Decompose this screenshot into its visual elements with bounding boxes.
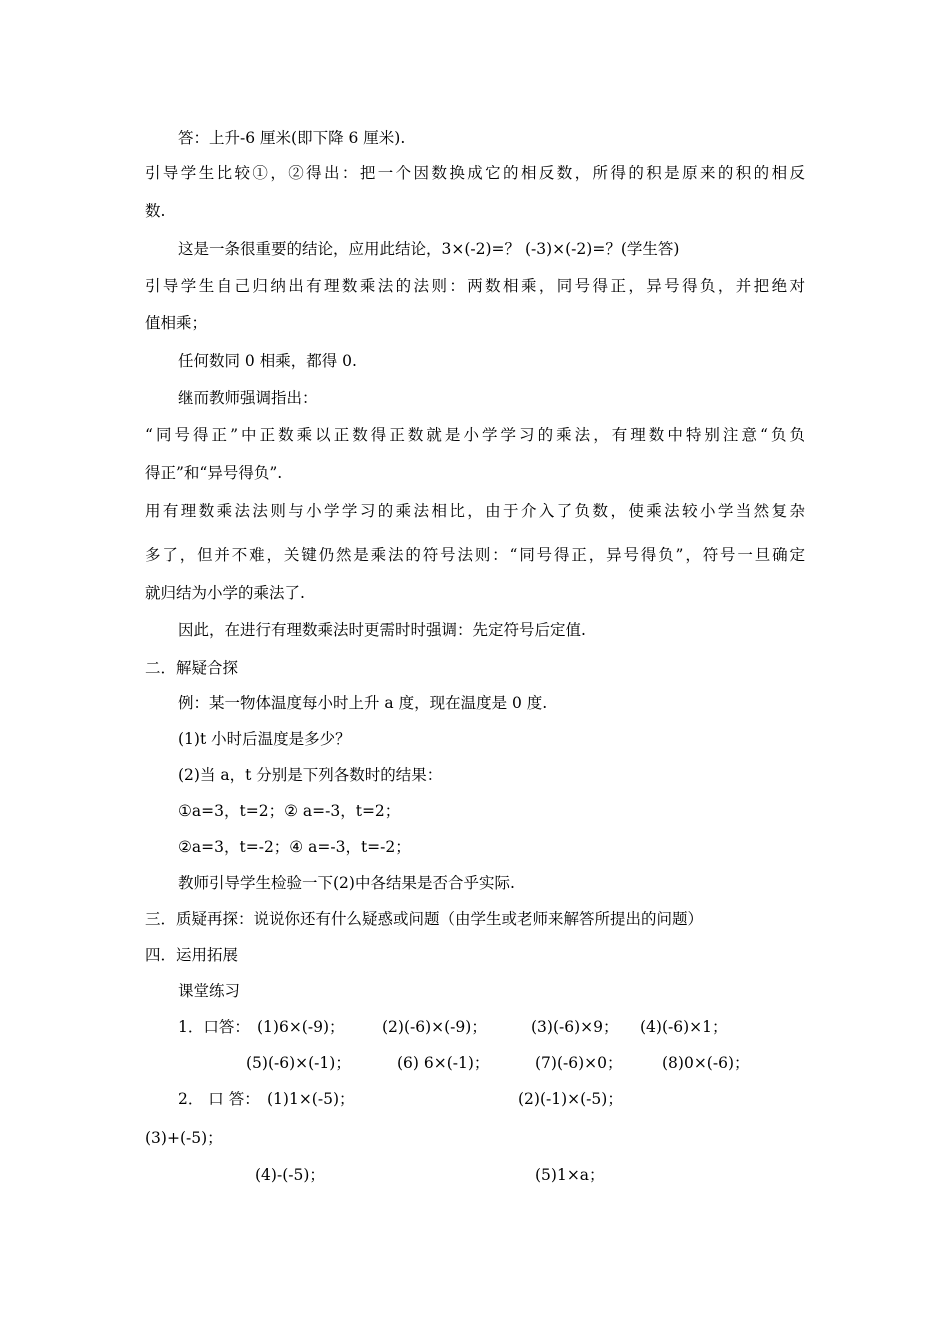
teacher-emphasis: 继而教师强调指出： <box>178 389 318 407</box>
guide-compare-line-1: 引导学生比较①，②得出：把一个因数换成它的相反数，所得的积是原来的积的相反 <box>145 164 805 182</box>
case-line-2: ②a=3，t=-2；④ a=-3，t=-2； <box>178 838 411 856</box>
compare-line-2: 多了，但并不难，关键仍然是乘法的符号法则：“同号得正，异号得负”，符号一旦确定 <box>145 546 805 564</box>
exercise-2-label: 2． 口 答： <box>178 1090 260 1108</box>
same-sign-line-2: 得正”和“异号得负”. <box>145 464 283 482</box>
exercise-1-item: (7)(-6)×0； <box>535 1054 623 1072</box>
section-2-heading: 二．解疑合探 <box>145 659 239 677</box>
therefore-line: 因此，在进行有理数乘法时更需时时强调：先定符号后定值. <box>178 621 586 639</box>
exercise-2-item: (2)(-1)×(-5)； <box>518 1090 623 1108</box>
exercise-1-item: (4)(-6)×1； <box>640 1018 728 1036</box>
exercise-2-item: (1)1×(-5)； <box>267 1090 355 1108</box>
compare-line-3: 就归结为小学的乘法了. <box>145 584 305 602</box>
exercise-1-item: (2)(-6)×(-9)； <box>382 1018 487 1036</box>
exercise-1-item: (3)(-6)×9； <box>531 1018 619 1036</box>
exercise-2-item: (5)1×a； <box>535 1166 605 1184</box>
exercise-1-label: 1．口答： <box>178 1018 250 1036</box>
exercise-1-item: (6) 6×(-1)； <box>397 1054 490 1072</box>
guide-compare-line-2: 数. <box>145 202 166 220</box>
rule-line-2: 值相乘； <box>145 314 208 332</box>
practice-heading: 课堂练习 <box>178 982 241 1000</box>
important-conclusion: 这是一条很重要的结论，应用此结论，3×(-2)=？ (-3)×(-2)=？(学生答) <box>178 240 680 258</box>
exercise-1-item: (8)0×(-6)； <box>662 1054 750 1072</box>
section-4-heading: 四．运用拓展 <box>145 946 239 964</box>
example-line: 例：某一物体温度每小时上升 a 度，现在温度是 0 度. <box>178 694 548 712</box>
zero-rule: 任何数同 0 相乘，都得 0. <box>178 352 357 370</box>
compare-line-1: 用有理数乘法法则与小学学习的乘法相比，由于介入了负数，使乘法较小学当然复杂 <box>145 502 805 520</box>
exercise-2-item: (4)-(-5)； <box>255 1166 325 1184</box>
exercise-2-item: (3)+(-5)； <box>145 1129 223 1147</box>
section-3-heading: 三．质疑再探：说说你还有什么疑惑或问题（由学生或老师来解答所提出的问题） <box>145 910 704 928</box>
exercise-1-item: (5)(-6)×(-1)； <box>246 1054 351 1072</box>
case-line-1: ①a=3，t=2；② a=-3，t=2； <box>178 802 401 820</box>
same-sign-line-1: “同号得正”中正数乘以正数得正数就是小学学习的乘法，有理数中特别注意“负负 <box>145 426 805 444</box>
question-2: (2)当 a，t 分别是下列各数时的结果： <box>178 766 443 784</box>
rule-line-1: 引导学生自己归纳出有理数乘法的法则：两数相乘，同号得正，异号得负，并把绝对 <box>145 277 805 295</box>
answer-line: 答：上升-6 厘米(即下降 6 厘米). <box>178 129 406 147</box>
question-1: (1)t 小时后温度是多少？ <box>178 730 351 748</box>
check-line: 教师引导学生检验一下(2)中各结果是否合乎实际. <box>178 874 515 892</box>
exercise-1-item: (1)6×(-9)； <box>257 1018 345 1036</box>
